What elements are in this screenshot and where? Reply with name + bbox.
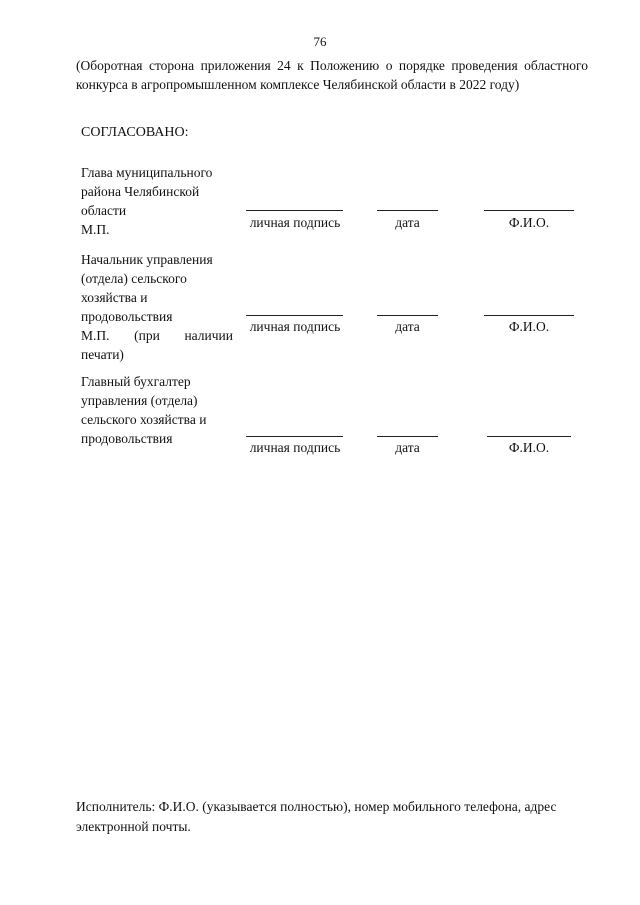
block-3-fio-line — [487, 436, 571, 437]
page-number: 76 — [313, 34, 327, 49]
block-1-date-line — [377, 210, 438, 211]
block-1-fio-line — [484, 210, 574, 211]
block-2-seal-note-word: наличии — [184, 328, 233, 343]
block-2-fio-label: Ф.И.О. — [508, 319, 550, 334]
block-1-role-line: области — [81, 203, 127, 218]
block-3-role-line: Главный бухгалтер — [81, 374, 191, 389]
block-2-date-line — [377, 315, 438, 316]
block-2-fio-line — [484, 315, 574, 316]
block-2-signature-line — [246, 315, 343, 316]
block-1-signature-label: личная подпись — [249, 215, 341, 230]
block-2-signature-label: личная подпись — [249, 319, 341, 334]
block-2-role-line: продовольствия — [81, 309, 173, 324]
appendix-reference: (Оборотная сторона приложения 24 к Положению о порядке проведения областного конкурса в агропромышленном комплексе Челябинской области в 2022 году) — [76, 58, 588, 92]
block-3-role — [81, 372, 233, 448]
block-3-role-line: управления (отдела) — [81, 393, 198, 408]
block-2-seal-note-word: М.П. — [81, 328, 110, 343]
block-1-date-label: дата — [395, 215, 420, 230]
block-2-date-label: дата — [395, 319, 420, 334]
block-2-role-line: хозяйства и — [81, 290, 148, 305]
block-1-signature-line — [246, 210, 343, 211]
block-3-date-label: дата — [395, 440, 420, 455]
executor-note: Исполнитель: Ф.И.О. (указывается полностью), номер мобильного телефона, адрес электронной почты. — [76, 799, 557, 834]
block-3-signature-label: личная подпись — [249, 440, 341, 455]
block-1-seal-mark: М.П. — [81, 222, 110, 237]
block-2-role-line: Начальник управления — [81, 252, 213, 267]
block-3-role-line: сельского хозяйства и — [81, 412, 207, 427]
block-1-role-line: района Челябинской — [81, 184, 200, 199]
block-1-fio-label: Ф.И.О. — [508, 215, 550, 230]
agreed-heading: СОГЛАСОВАНО: — [81, 125, 189, 140]
block-2-seal-note-end: печати) — [81, 347, 124, 362]
block-1-role — [81, 163, 233, 239]
block-3-fio-label: Ф.И.О. — [508, 440, 550, 455]
block-2-role — [81, 250, 233, 364]
block-2-role-line: (отдела) сельского — [81, 271, 187, 286]
block-1-role-line: Глава муниципального — [81, 165, 213, 180]
block-3-date-line — [377, 436, 438, 437]
block-3-signature-line — [246, 436, 343, 437]
block-2-seal-note — [81, 326, 233, 345]
block-2-seal-note-word: (при — [134, 328, 160, 343]
block-3-role-line: продовольствия — [81, 431, 173, 446]
